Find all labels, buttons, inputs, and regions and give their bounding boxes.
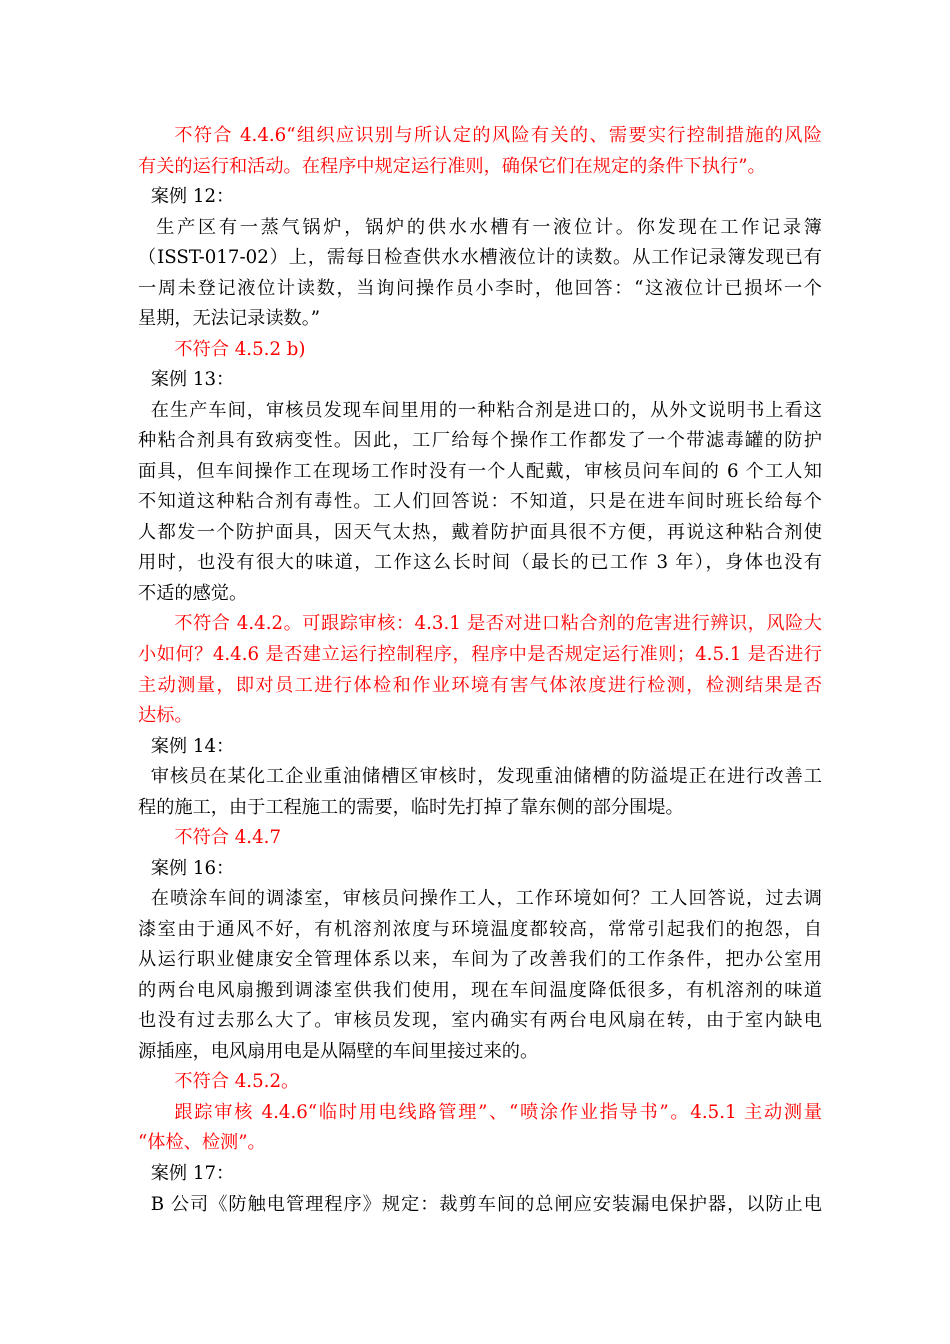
- case-heading: 案例 13：: [150, 369, 235, 391]
- finding-line: “体检、检测”。: [138, 1132, 266, 1154]
- text-line: 面具，但车间操作工在现场工作时没有一个人配戴，审核员问车间的 6 个工人知: [138, 460, 822, 482]
- text-line: 星期，无法记录读数。”: [138, 308, 321, 330]
- text-line: 种粘合剂具有致病变性。因此，工厂给每个操作工作都发了一个带滤毒罐的防护: [138, 430, 822, 452]
- finding-line: 不符合 4.5.2 b): [174, 338, 306, 360]
- text-line: 一周未登记液位计读数，当询问操作员小李时，他回答：“这液位计已损坏一个: [138, 277, 822, 299]
- case-heading: 案例 17：: [150, 1163, 235, 1185]
- text-line: 也没有过去那么大了。审核员发现，室内确实有两台电风扇在转，由于室内缺电: [138, 1010, 822, 1032]
- text-line: 在生产车间，审核员发现车间里用的一种粘合剂是进口的，从外文说明书上看这: [150, 399, 822, 421]
- text-line: 的两台电风扇搬到调漆室供我们使用，现在车间温度降低很多，有机溶剂的味道: [138, 979, 822, 1001]
- finding-line: 达标。: [138, 705, 193, 727]
- case-heading: 案例 14：: [150, 735, 235, 757]
- text-line: 漆室由于通风不好，有机溶剂浓度与环境温度都较高，常常引起我们的抱怨，自: [138, 918, 822, 940]
- finding-line: 小如何？4.4.6 是否建立运行控制程序，程序中是否规定运行准则；4.5.1 是否进行: [138, 644, 822, 665]
- text-line: 从运行职业健康安全管理体系以来，车间为了改善我们的工作条件，把办公室用: [138, 949, 822, 971]
- text-line: （ISST-017-02）上，需每日检查供水水槽液位计的读数。从工作记录簿发现已有: [138, 247, 822, 269]
- finding-line: 不符合 4.4.6“组织应识别与所认定的风险有关的、需要实行控制措施的风险: [174, 125, 822, 146]
- finding-line: 主动测量，即对员工进行体检和作业环境有害气体浓度进行检测，检测结果是否: [138, 674, 822, 696]
- finding-line: 跟踪审核 4.4.6“临时用电线路管理”、“喷涂作业指导书”。4.5.1 主动测量: [174, 1101, 822, 1123]
- text-line: 不知道这种粘合剂有毒性。工人们回答说：不知道，只是在进车间时班长给每个: [138, 491, 822, 513]
- case-heading: 案例 12：: [150, 186, 235, 208]
- finding-line: 不符合 4.4.2。可跟踪审核：4.3.1 是否对进口粘合剂的危害进行辨识，风险大: [174, 613, 822, 635]
- text-line: 在喷涂车间的调漆室，审核员问操作工人，工作环境如何？工人回答说，过去调: [150, 888, 822, 910]
- text-line: 生产区有一蒸气锅炉，锅炉的供水水槽有一液位计。你发现在工作记录簿: [156, 216, 822, 238]
- text-line: 审核员在某化工企业重油储槽区审核时，发现重油储槽的防溢堤正在进行改善工: [150, 766, 822, 788]
- text-line: 人都发一个防护面具，因天气太热，戴着防护面具很不方便，再说这种粘合剂使: [138, 521, 822, 543]
- finding-line: 不符合 4.4.7: [174, 827, 282, 849]
- text-line: B 公司《防触电管理程序》规定：裁剪车间的总闸应安装漏电保护器，以防止电: [150, 1193, 822, 1215]
- finding-line: 不符合 4.5.2。: [174, 1071, 300, 1093]
- text-line: 不适的感觉。: [138, 582, 248, 604]
- case-heading: 案例 16：: [150, 857, 235, 879]
- text-line: 源插座，电风扇用电是从隔壁的车间里接过来的。: [138, 1040, 539, 1062]
- text-line: 用时，也没有很大的味道，工作这么长时间（最长的已工作 3 年），身体也没有: [138, 552, 822, 574]
- text-line: 程的施工，由于工程施工的需要，临时先打掉了靠东侧的部分围堤。: [138, 796, 684, 818]
- finding-line: 有关的运行和活动。在程序中规定运行准则，确保它们在规定的条件下执行”。: [138, 155, 766, 177]
